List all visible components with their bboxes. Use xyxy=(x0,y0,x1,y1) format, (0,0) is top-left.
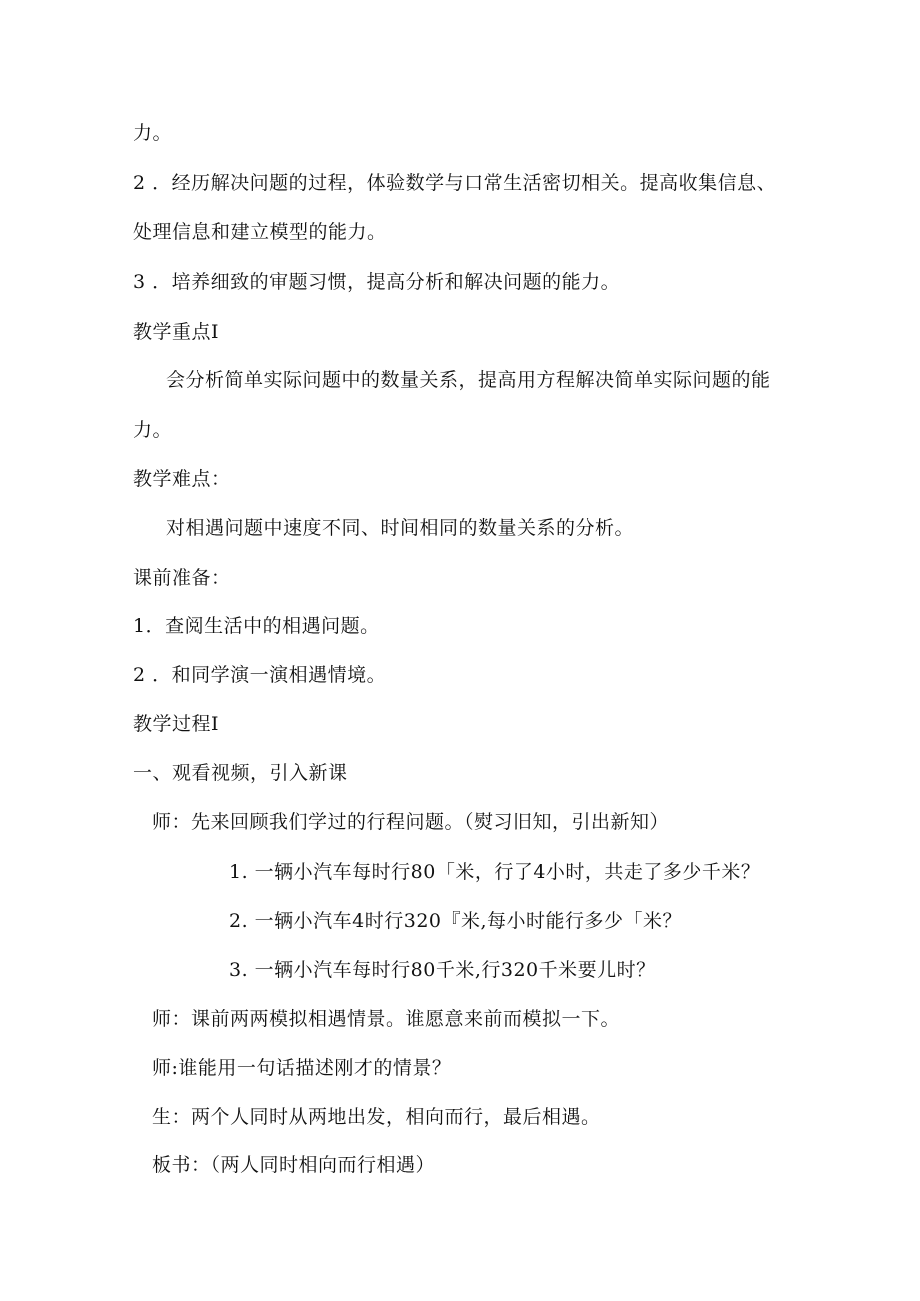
text-line-14: 一、观看视频，引入新课 xyxy=(133,762,348,784)
section-heading-preparation: 课前准备： xyxy=(133,567,231,589)
text-line-21: 生：两个人同时从两地出发，相向而行，最后相遇。 xyxy=(152,1106,601,1128)
section-heading-key-points: 教学重点I xyxy=(133,321,220,343)
text-line-15: 师：先来回顾我们学过的行程问题。（熨习旧知，引出新知） xyxy=(152,811,670,833)
text-line-4: 3 ．培养细致的审题习惯，提高分析和解决问题的能力。 xyxy=(133,271,621,293)
text-line-2: 2 ．经历解决问题的过程，体验数学与口常生活密切相关。提高收集信息、 xyxy=(133,172,777,194)
text-line-22: 板书：（两人同时相向而行相遇） xyxy=(152,1154,436,1176)
text-line-12: 2 ．和同学演一演相遇情境。 xyxy=(133,664,387,686)
text-line-3: 处理信息和建立模型的能力。 xyxy=(133,221,387,243)
text-line-19: 师：课前两两模拟相遇情景。谁愿意来前而模拟一下。 xyxy=(152,1008,621,1030)
text-line-6: 会分析简单实际问题中的数量关系，提高用方程解决简单实际问题的能 xyxy=(166,369,771,391)
text-line-7: 力。 xyxy=(133,419,173,441)
text-line-20: 师:谁能用一句话描述刚才的情景？ xyxy=(152,1057,452,1079)
question-3: 3. 一辆小汽车每时行80千米,行320千米要儿时？ xyxy=(229,959,656,981)
section-heading-difficulty: 教学难点： xyxy=(133,468,231,490)
question-1: 1. 一辆小汽车每时行80「米，行了4小时，共走了多少千米？ xyxy=(229,861,761,883)
text-line-9: 对相遇问题中速度不同、时间相同的数量关系的分析。 xyxy=(166,517,635,539)
text-line-11: 1．查阅生活中的相遇问题。 xyxy=(133,615,380,637)
section-heading-process: 教学过程I xyxy=(133,713,220,735)
text-line-1: 力。 xyxy=(133,122,173,144)
question-2: 2. 一辆小汽车4时行320『米,每小时能行多少「米？ xyxy=(229,910,683,932)
